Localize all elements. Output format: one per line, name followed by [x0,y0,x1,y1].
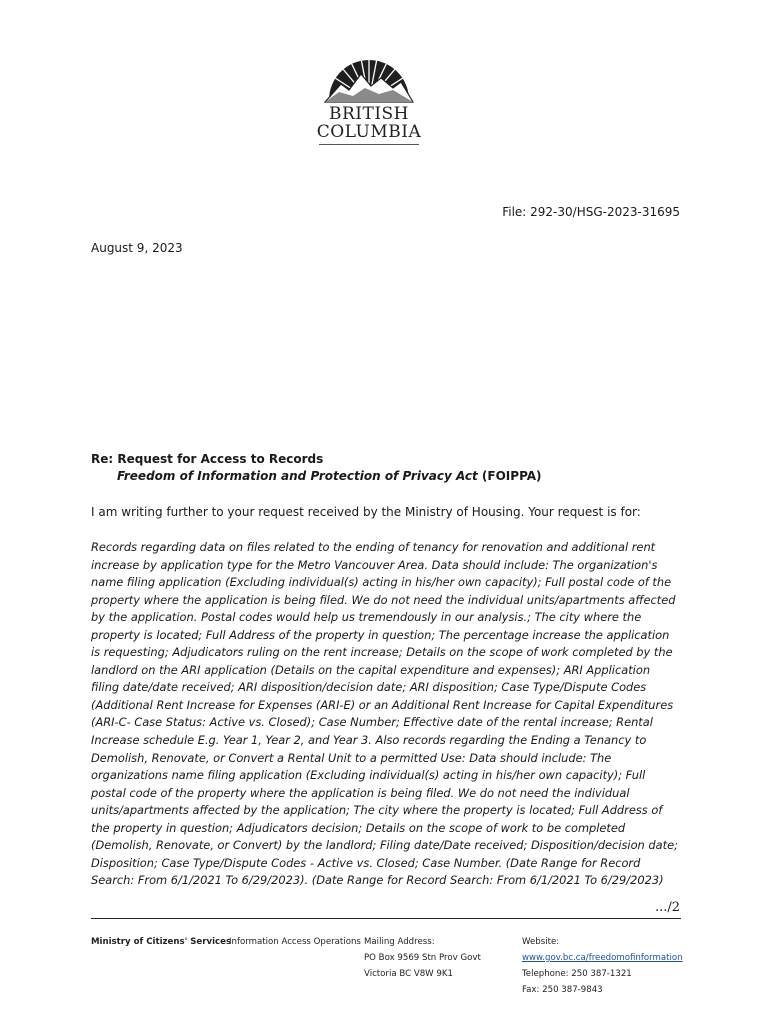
letter-date: August 9, 2023 [91,241,183,255]
mailing-label: Mailing Address: [364,937,435,947]
footer-divider [91,918,681,919]
logo-divider [319,144,419,145]
file-reference: File: 292-30/HSG-2023-31695 [502,205,680,219]
footer-office [229,934,361,950]
request-description: Records regarding data on files related to the ending of tenancy for renovation and additional rent increase by application type for the Metro Vancouver Area. Data should include: The organization's name filing application (Excluding individual(s) acting in his/her own capacity); Full postal code of the property where the application is being filed. We do not need the individual units/apartments affected by the application. Postal codes would help us tremendously in our analysis.; The city where the property is located; Full Address of the property in question; The percentage increase the application is requesting; Adjudicators ruling on the rent increase; Details on the scope of work completed by the landlord on the ARI application (Details on the capital expenditure and expenses); ARI Application filing date/date received; ARI disposition/decision date; ARI disposition; Case Type/Dispute Codes (Additional Rent Increase for Expenses (ARI-E) or an Additional Rent Increase for Capital Expenditures (ARI-C- Case Status: Active vs. Closed); Case Number; Effective date of the rental increase; Rental Increase schedule E.g. Year 1, Year 2, and Year 3. Also records regarding the Ending a Tenancy to Demolish, Renovate, or Convert a Rental Unit to a permitted Use: Data should include: The organizations name filing application (Excluding individual(s) acting in his/her own capacity); Full postal code of the property where the application is being filed. We do not need the individual units/apartments affected by the application; The city where the property is located; Full Address of the property in question; Adjudicators decision; Details on the scope of work to be completed (Demolish, Renovate, or Convert) by the landlord; Filing date/Date received; Disposition/decision date; Disposition; Case Type/Dispute Codes - Active vs. Closed; Case Number. (Date Range for Record Search: From 6/1/2021 To 6/29/2023). (Date Range for Record Search: From 6/1/2021 To 6/29/2023) [91,540,678,888]
mailing-line-2: Victoria BC V8W 9K1 [364,969,453,979]
telephone: Telephone: 250 387-1321 [522,969,632,979]
page-continuation: .../2 [654,900,680,915]
sun-mountains-icon [313,44,425,104]
logo-line-columbia: COLUMBIA [316,122,422,142]
website-link[interactable]: www.gov.bc.ca/freedomofinformation [522,953,683,963]
subject-block [91,452,542,483]
subject-act-line [117,469,542,483]
ministry-name: Ministry of Citizens' Services [91,937,232,947]
footer-mailing-address [364,934,481,982]
act-abbreviation: (FOIPPA) [477,469,542,483]
act-name: Freedom of Information and Protection of Privacy Act [117,469,478,483]
website-label: Website: [522,937,560,947]
footer-contact [522,934,683,998]
fax: Fax: 250 387-9843 [522,985,603,995]
bc-government-logo [313,44,425,149]
footer-ministry [91,934,231,950]
subject-line: Re: Request for Access to Records [91,452,324,466]
logo-line-british: BRITISH [328,104,410,124]
office-name: Information Access Operations [229,937,361,947]
mailing-line-1: PO Box 9569 Stn Prov Govt [364,953,481,963]
intro-paragraph: I am writing further to your request received by the Ministry of Housing. Your request is for: [91,505,641,519]
